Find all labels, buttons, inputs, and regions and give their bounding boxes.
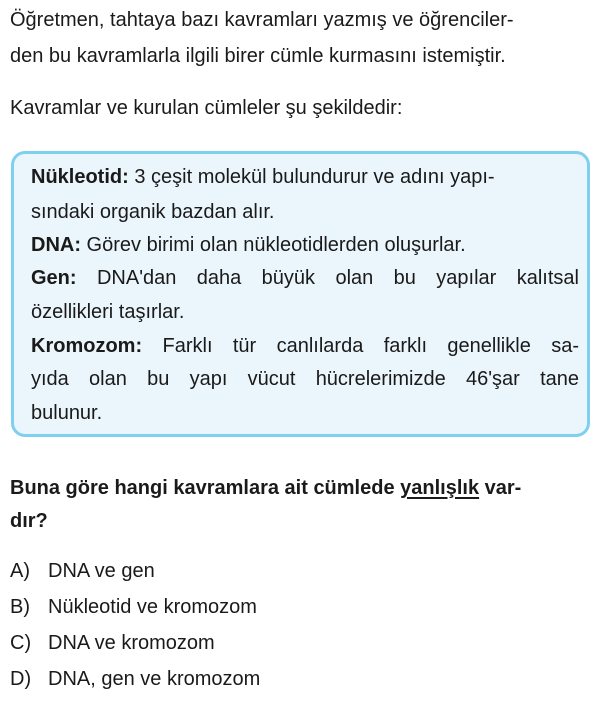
intro-line-2: den bu kavramlarla ilgili birer cümle kurmasını istemiştir.: [10, 45, 506, 67]
option-text: Nükleotid ve kromozom: [48, 596, 257, 618]
option-text: DNA ve kromozom: [48, 632, 215, 654]
intro-line-1: Öğretmen, tahtaya bazı kavramları yazmış ve öğrenciler-: [10, 9, 514, 31]
concept-text: Görev birimi olan nükleotidlerden oluşurlar.: [81, 234, 466, 256]
option-text: DNA ve gen: [48, 560, 155, 582]
concept-kromozom-line-1: [31, 334, 579, 358]
option-text: DNA, gen ve kromozom: [48, 668, 261, 690]
question-text: Buna göre hangi kavramlara ait cümlede: [10, 477, 401, 499]
concept-term: Kromozom:: [31, 335, 143, 357]
concept-gen-line-2: özellikleri taşırlar.: [31, 301, 185, 323]
concept-text: DNA'dan daha büyük olan bu yapılar kalıtsal: [76, 267, 579, 289]
concept-kromozom-line-2: yıda olan bu yapı vücut hücrelerimizde 46'şar tane: [31, 368, 579, 390]
option-letter: B): [10, 596, 30, 618]
option-b[interactable]: [10, 595, 257, 619]
concept-gen-line-1: [31, 266, 579, 290]
concept-dna-line-1: [31, 233, 579, 257]
question-underlined-word: yanlışlık: [400, 477, 480, 499]
option-letter: C): [10, 632, 32, 654]
option-a[interactable]: [10, 559, 155, 583]
concept-nukleotid-line-2: sındaki organik bazdan alır.: [31, 201, 275, 223]
intro-line-3: Kavramlar ve kurulan cümleler şu şekildedir:: [10, 97, 403, 119]
option-letter: D): [10, 668, 32, 690]
option-letter: A): [10, 560, 30, 582]
concept-term: DNA:: [31, 234, 81, 256]
question-text-end: var-: [479, 477, 522, 499]
concepts-box: [11, 151, 590, 437]
concept-text: 3 çeşit molekül bulundurur ve adını yapı-: [128, 166, 495, 188]
option-c[interactable]: [10, 631, 215, 655]
question-line-2: dır?: [10, 510, 48, 532]
concept-term: Nükleotid:: [31, 166, 129, 188]
concept-kromozom-line-3: bulunur.: [31, 402, 103, 424]
concept-term: Gen:: [31, 267, 77, 289]
concept-nukleotid-line-1: [31, 165, 579, 189]
option-d[interactable]: [10, 667, 260, 691]
question-line-1: [10, 476, 521, 500]
concept-text: Farklı tür canlılarda farklı genellikle sa-: [142, 335, 579, 357]
